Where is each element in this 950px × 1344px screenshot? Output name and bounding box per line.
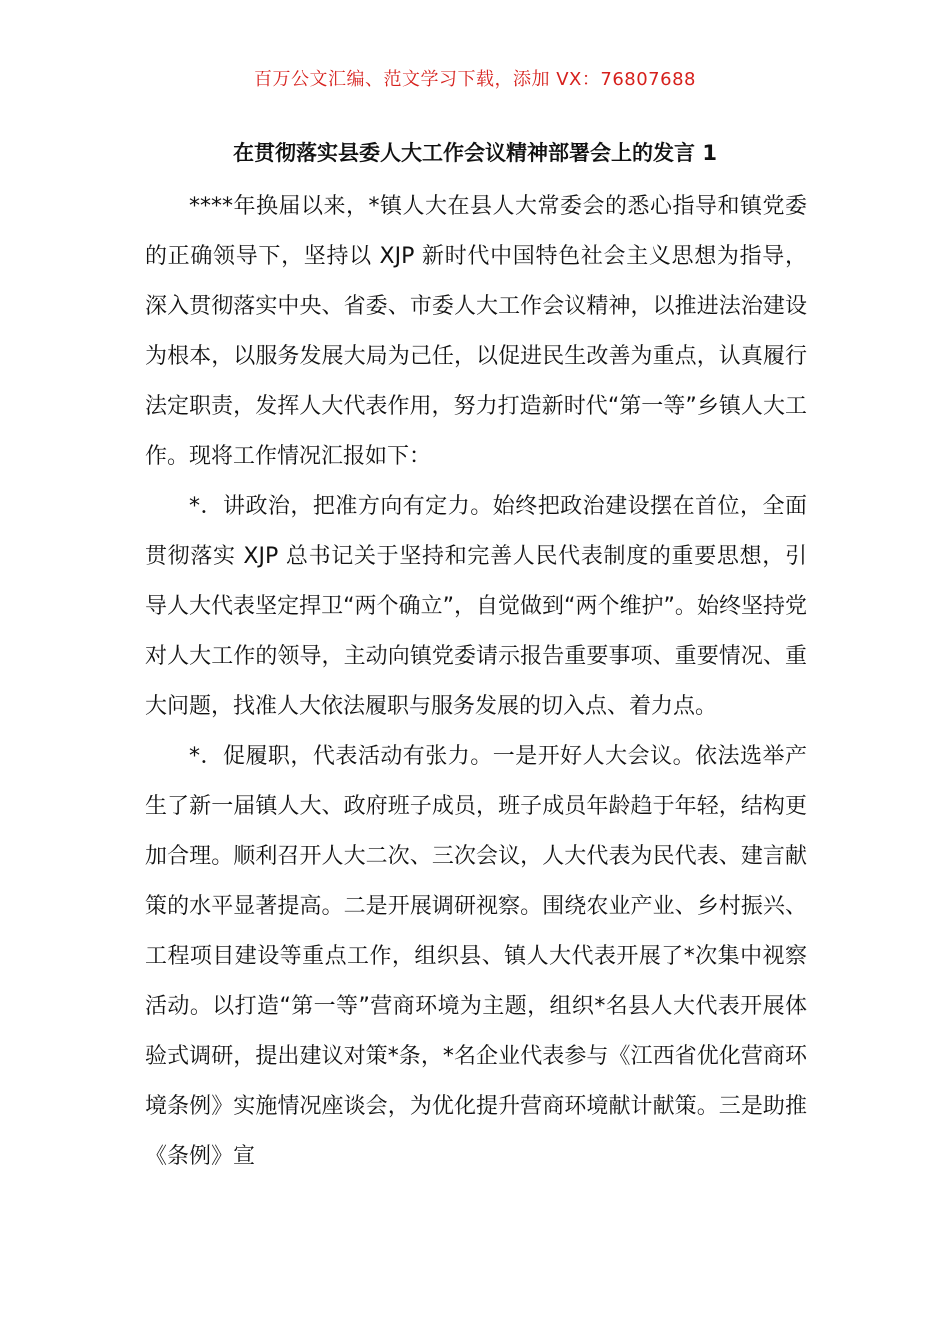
paragraph-intro: ****年换届以来，*镇人大在县人大常委会的悉心指导和镇党委的正确领导下，坚持以 XJP 新时代中国特色社会主义思想为指导，深入贯彻落实中央、省委、市委人大工作会议精神，以推进法治建设为根本，以服务发展大局为己任，以促进民生改善为重点，认真履行法定职责，发挥人大代表作用，努力打造新时代“第一等”乡镇人大工作。现将工作情况汇报如下：	[145, 194, 807, 469]
header-banner: 百万公文汇编、范文学习下载，添加 VX：76807688	[254, 69, 696, 90]
paragraph-duties: *．促履职，代表活动有张力。一是开好人大会议。依法选举产生了新一届镇人大、政府班子成员，班子成员年龄趋于年轻，结构更加合理。顺利召开人大二次、三次会议，人大代表为民代表、建言献策的水平显著提高。二是开展调研视察。围绕农业产业、乡村振兴、工程项目建设等重点工作，组织县、镇人大代表开展了*次集中视察活动。以打造“第一等”营商环境为主题，组织*名县人大代表开展体验式调研，提出建议对策*条，*名企业代表参与《江西省优化营商环境条例》实施情况座谈会，为优化提升营商环境献计献策。三是助推《条例》宣	[145, 744, 807, 1169]
paragraph-politics: *．讲政治，把准方向有定力。始终把政治建设摆在首位，全面贯彻落实 XJP 总书记关于坚持和完善人民代表制度的重要思想，引导人大代表坚定捍卫“两个确立”，自觉做到“两个维护”。始终坚持党对人大工作的领导，主动向镇党委请示报告重要事项、重要情况、重大问题，找准人大依法履职与服务发展的切入点、着力点。	[145, 494, 807, 719]
document-body	[145, 182, 807, 1182]
document-title: 在贯彻落实县委人大工作会议精神部署会上的发言 1	[233, 141, 717, 165]
